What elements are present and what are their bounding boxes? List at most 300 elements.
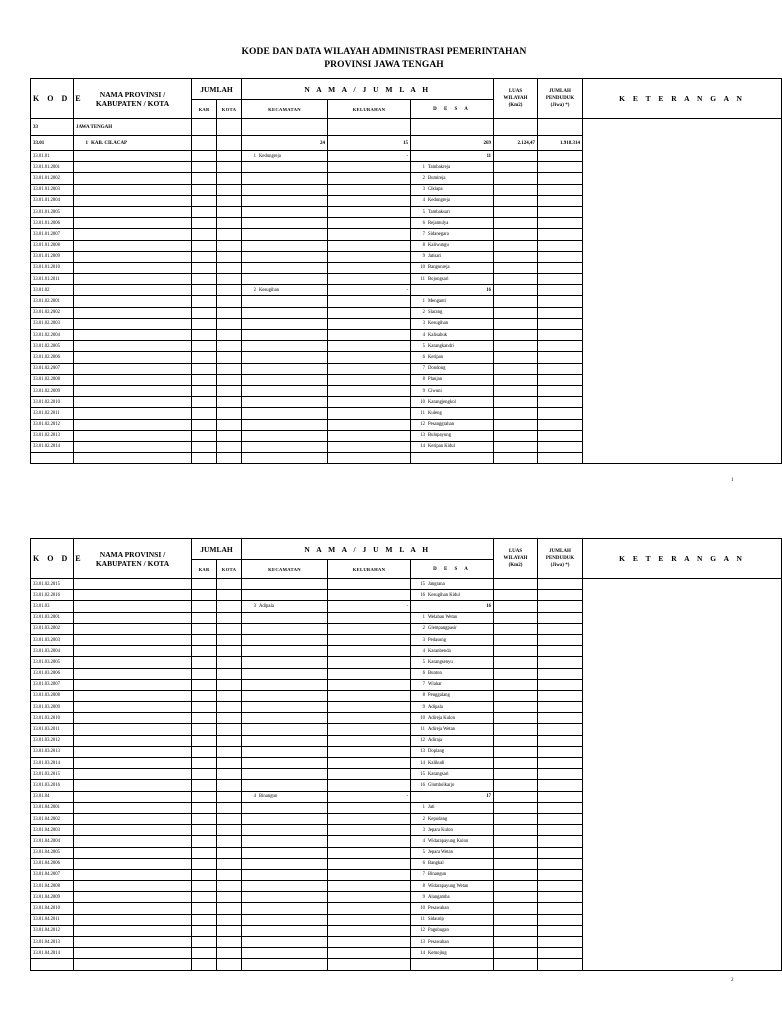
row-luas [494, 657, 538, 668]
row-kecamatan [242, 914, 328, 925]
row-luas [494, 813, 538, 824]
row-kode: 33.01.02.2010 [31, 397, 74, 408]
row-penduduk [538, 869, 583, 880]
row-kab [192, 858, 217, 869]
row-kota [217, 791, 242, 802]
row-penduduk [538, 657, 583, 668]
row-kab [192, 914, 217, 925]
row-kab [192, 601, 217, 612]
row-kab [192, 285, 217, 296]
row-luas [494, 679, 538, 690]
row-luas [494, 892, 538, 903]
header-kode: K O D E [31, 79, 74, 119]
row-desa: 8 Widarapayung Wetan [411, 881, 494, 892]
row-kota [217, 240, 242, 251]
row-kecamatan [242, 579, 328, 590]
row-kelurahan [328, 195, 411, 206]
row-kelurahan [328, 869, 411, 880]
row-penduduk [538, 330, 583, 341]
row-luas [494, 713, 538, 724]
row-penduduk [538, 601, 583, 612]
row-kecamatan [242, 634, 328, 645]
row-kab [192, 690, 217, 701]
row-kab [192, 195, 217, 206]
row-kelurahan [328, 813, 411, 824]
header-nama: NAMA PROVINSI / KABUPATEN / KOTA [74, 79, 192, 119]
row-kecamatan [242, 735, 328, 746]
header-nama: NAMA PROVINSI / KABUPATEN / KOTA [74, 539, 192, 579]
row-penduduk [538, 802, 583, 813]
row-penduduk [538, 724, 583, 735]
row-kode: 33.01.02.2004 [31, 330, 74, 341]
row-kelurahan [328, 363, 411, 374]
row-kelurahan: - [328, 151, 411, 162]
row-kecamatan [242, 262, 328, 273]
row-kode: 33.01.04.2006 [31, 858, 74, 869]
row-kode: 33.01.02.2006 [31, 352, 74, 363]
row-kelurahan [328, 690, 411, 701]
row-name [74, 892, 192, 903]
row-luas [494, 690, 538, 701]
row-kode: 33.01.04.2004 [31, 836, 74, 847]
row-kode: 33.01.04.2005 [31, 847, 74, 858]
row-penduduk [538, 441, 583, 452]
row-kecamatan [242, 352, 328, 363]
row-kelurahan [328, 385, 411, 396]
row-desa: 5 Tambaksari [411, 206, 494, 217]
row-desa: 4 Karanbenda [411, 646, 494, 657]
row-kab [192, 937, 217, 948]
row-luas [494, 195, 538, 206]
row-kab [192, 184, 217, 195]
row-kota [217, 229, 242, 240]
row-desa: 11 Kuleng [411, 408, 494, 419]
row-desa: 2 Slarang [411, 307, 494, 318]
row-name [74, 262, 192, 273]
row-penduduk [538, 881, 583, 892]
row-kota [217, 802, 242, 813]
row-luas [494, 218, 538, 229]
row-kab [192, 151, 217, 162]
row-kota [217, 925, 242, 936]
row-kecamatan [242, 206, 328, 217]
row-kab [192, 724, 217, 735]
header-kecamatan: KECAMATAN [242, 100, 328, 119]
row-kode: 33.01.02.2007 [31, 363, 74, 374]
row-name [74, 408, 192, 419]
row-kelurahan [328, 836, 411, 847]
row-kab [192, 948, 217, 959]
row-kecamatan: 1 Kedungreja [242, 151, 328, 162]
row-kecamatan [242, 430, 328, 441]
row-luas [494, 206, 538, 217]
row-kecamatan [242, 646, 328, 657]
row-kelurahan [328, 881, 411, 892]
row-luas [494, 162, 538, 173]
row-kota [217, 914, 242, 925]
row-kab [192, 657, 217, 668]
row-desa: 13 Pesawahan [411, 937, 494, 948]
row-kab [192, 453, 217, 464]
header-kelurahan: KELURAHAN [328, 100, 411, 119]
row-name [74, 881, 192, 892]
row-kota [217, 318, 242, 329]
row-kode: 33.01.01.2002 [31, 173, 74, 184]
row-name [74, 285, 192, 296]
page-number: 2 [731, 978, 734, 983]
row-kota [217, 724, 242, 735]
row-penduduk [538, 274, 583, 285]
row-kelurahan [328, 352, 411, 363]
row-kota [217, 690, 242, 701]
row-desa: 12 Pesanggrahan [411, 419, 494, 430]
row-kelurahan [328, 341, 411, 352]
kabupaten-luas: 2.124,47 [494, 136, 538, 151]
row-penduduk [538, 903, 583, 914]
row-kab [192, 847, 217, 858]
row-name [74, 579, 192, 590]
row-kab [192, 881, 217, 892]
row-kecamatan [242, 847, 328, 858]
row-kab [192, 296, 217, 307]
row-penduduk [538, 590, 583, 601]
row-kota [217, 184, 242, 195]
row-kecamatan [242, 679, 328, 690]
row-kecamatan [242, 836, 328, 847]
row-name [74, 162, 192, 173]
row-kota [217, 634, 242, 645]
row-kecamatan [242, 441, 328, 452]
row-kode [31, 453, 74, 464]
row-desa: 8 Penggalang [411, 690, 494, 701]
row-name [74, 453, 192, 464]
row-kota [217, 206, 242, 217]
row-desa: 7 Sidanegara [411, 229, 494, 240]
row-luas [494, 780, 538, 791]
row-penduduk [538, 623, 583, 634]
row-kecamatan [242, 385, 328, 396]
row-luas [494, 330, 538, 341]
row-penduduk [538, 408, 583, 419]
row-desa: 3 Pedasong [411, 634, 494, 645]
row-kelurahan: - [328, 601, 411, 612]
row-kelurahan [328, 318, 411, 329]
row-name [74, 679, 192, 690]
row-kota [217, 151, 242, 162]
row-luas [494, 419, 538, 430]
row-kelurahan [328, 240, 411, 251]
row-kab [192, 813, 217, 824]
row-kab [192, 274, 217, 285]
row-desa [411, 453, 494, 464]
row-penduduk [538, 352, 583, 363]
row-luas [494, 847, 538, 858]
row-kab [192, 173, 217, 184]
row-luas [494, 758, 538, 769]
row-kab [192, 441, 217, 452]
row-desa: 15 Jangrana [411, 579, 494, 590]
header-kode: K O D E [31, 539, 74, 579]
row-kode [31, 959, 74, 970]
row-kota [217, 173, 242, 184]
row-kelurahan [328, 702, 411, 713]
row-kab [192, 430, 217, 441]
row-kab [192, 903, 217, 914]
row-penduduk [538, 646, 583, 657]
row-kota [217, 612, 242, 623]
row-kab [192, 408, 217, 419]
kabupaten-name: 1 KAB. CILACAP [74, 136, 192, 151]
row-kelurahan [328, 903, 411, 914]
row-kode: 33.01.01.2011 [31, 274, 74, 285]
row-kode: 33.01.01.2007 [31, 229, 74, 240]
row-penduduk [538, 735, 583, 746]
row-kota [217, 307, 242, 318]
row-desa-total: 17 [411, 791, 494, 802]
row-kecamatan [242, 307, 328, 318]
row-luas [494, 590, 538, 601]
row-luas [494, 601, 538, 612]
row-kab [192, 162, 217, 173]
row-kode: 33.01.01.2009 [31, 251, 74, 262]
row-kecamatan [242, 274, 328, 285]
row-kota [217, 623, 242, 634]
row-kelurahan [328, 858, 411, 869]
row-kota [217, 341, 242, 352]
row-name [74, 847, 192, 858]
desa-row [31, 579, 782, 590]
row-penduduk [538, 162, 583, 173]
row-desa: 10 Adireja Kulon [411, 713, 494, 724]
row-kelurahan [328, 296, 411, 307]
row-kecamatan [242, 318, 328, 329]
kabupaten-kode: 33.01 [31, 136, 74, 151]
row-kode: 33.01.01.2005 [31, 206, 74, 217]
header-luas: LUAS WILAYAH (Km2) [494, 79, 538, 119]
row-kelurahan [328, 453, 411, 464]
row-kecamatan [242, 937, 328, 948]
row-kota [217, 590, 242, 601]
row-penduduk [538, 679, 583, 690]
row-penduduk [538, 892, 583, 903]
row-desa: 12 Pagubugan [411, 925, 494, 936]
header-kab: KAB [192, 560, 217, 579]
row-kelurahan [328, 825, 411, 836]
row-penduduk [538, 769, 583, 780]
row-kelurahan [328, 668, 411, 679]
row-name [74, 240, 192, 251]
row-name [74, 397, 192, 408]
row-kode: 33.01.04.2013 [31, 937, 74, 948]
row-kelurahan [328, 184, 411, 195]
row-kota [217, 825, 242, 836]
row-luas [494, 881, 538, 892]
row-kota [217, 274, 242, 285]
row-kab [192, 341, 217, 352]
row-kode: 33.01.04.2011 [31, 914, 74, 925]
row-name [74, 690, 192, 701]
row-kode: 33.01.01.2006 [31, 218, 74, 229]
row-kab [192, 802, 217, 813]
row-kecamatan [242, 724, 328, 735]
row-desa: 2 Glempangpasir [411, 623, 494, 634]
row-kota [217, 352, 242, 363]
row-kode: 33.01.03.2011 [31, 724, 74, 735]
row-kab [192, 397, 217, 408]
row-kota [217, 959, 242, 970]
row-name [74, 702, 192, 713]
row-kota [217, 397, 242, 408]
row-luas [494, 430, 538, 441]
row-kota [217, 296, 242, 307]
row-kode: 33.01.03.2014 [31, 758, 74, 769]
row-kelurahan [328, 914, 411, 925]
header-kota: KOTA [217, 560, 242, 579]
row-luas [494, 925, 538, 936]
row-kecamatan [242, 780, 328, 791]
row-kelurahan [328, 802, 411, 813]
row-kelurahan [328, 948, 411, 959]
row-penduduk [538, 579, 583, 590]
row-kecamatan [242, 330, 328, 341]
row-kecamatan [242, 892, 328, 903]
row-desa: 11 Adireja Wetan [411, 724, 494, 735]
row-kota [217, 746, 242, 757]
row-desa: 12 Adiraja [411, 735, 494, 746]
row-kab [192, 679, 217, 690]
row-kab [192, 419, 217, 430]
row-luas [494, 318, 538, 329]
row-kota [217, 769, 242, 780]
row-kab [192, 229, 217, 240]
region-table-page-1 [30, 78, 782, 464]
row-luas [494, 825, 538, 836]
row-penduduk [538, 262, 583, 273]
row-kelurahan [328, 330, 411, 341]
row-kab [192, 769, 217, 780]
row-penduduk [538, 296, 583, 307]
row-kab [192, 780, 217, 791]
row-kelurahan [328, 274, 411, 285]
row-kab [192, 735, 217, 746]
row-kelurahan [328, 847, 411, 858]
header-nama-jumlah: N A M A / J U M L A H [242, 79, 494, 100]
row-kelurahan [328, 374, 411, 385]
row-kelurahan [328, 430, 411, 441]
row-kecamatan [242, 668, 328, 679]
row-desa: 14 Keripan Kidul [411, 441, 494, 452]
row-kab [192, 836, 217, 847]
row-kab [192, 318, 217, 329]
keterangan-cell [583, 579, 782, 971]
page-number: 1 [731, 478, 734, 483]
row-desa: 10 Pesawahan [411, 903, 494, 914]
row-penduduk [538, 151, 583, 162]
row-kode: 33.01.03.2002 [31, 623, 74, 634]
row-kecamatan [242, 746, 328, 757]
row-kab [192, 206, 217, 217]
row-name [74, 341, 192, 352]
row-kecamatan [242, 229, 328, 240]
row-kelurahan [328, 579, 411, 590]
row-desa: 9 Adipala [411, 702, 494, 713]
row-kab [192, 590, 217, 601]
row-desa: 7 Wlahar [411, 679, 494, 690]
row-kecamatan [242, 657, 328, 668]
row-kelurahan [328, 218, 411, 229]
row-kecamatan: 2 Kesugihan [242, 285, 328, 296]
row-kab [192, 925, 217, 936]
row-kab [192, 702, 217, 713]
row-kota [217, 948, 242, 959]
row-penduduk [538, 419, 583, 430]
row-kab [192, 713, 217, 724]
row-kota [217, 679, 242, 690]
row-name [74, 959, 192, 970]
row-name [74, 634, 192, 645]
row-kab [192, 668, 217, 679]
row-kecamatan [242, 769, 328, 780]
header-kelurahan: KELURAHAN [328, 560, 411, 579]
row-kelurahan [328, 173, 411, 184]
row-kota [217, 858, 242, 869]
row-name [74, 746, 192, 757]
row-kode: 33.01.04.2002 [31, 813, 74, 824]
row-penduduk [538, 813, 583, 824]
row-kota [217, 408, 242, 419]
row-name [74, 363, 192, 374]
row-kelurahan [328, 623, 411, 634]
row-kecamatan [242, 363, 328, 374]
row-kode: 33.01.01.2003 [31, 184, 74, 195]
row-desa: 6 Bunton [411, 668, 494, 679]
row-kota [217, 601, 242, 612]
row-penduduk [538, 746, 583, 757]
row-penduduk [538, 713, 583, 724]
row-name [74, 612, 192, 623]
row-name [74, 713, 192, 724]
row-penduduk [538, 791, 583, 802]
row-luas [494, 914, 538, 925]
row-luas [494, 385, 538, 396]
row-penduduk [538, 374, 583, 385]
row-kelurahan [328, 758, 411, 769]
row-kode: 33.01.01 [31, 151, 74, 162]
row-luas [494, 702, 538, 713]
row-kecamatan [242, 825, 328, 836]
row-kab [192, 251, 217, 262]
row-kota [217, 218, 242, 229]
row-kode: 33.01.04.2008 [31, 881, 74, 892]
row-kecamatan [242, 903, 328, 914]
row-kelurahan [328, 769, 411, 780]
kabupaten-kecamatan-count: 24 [242, 136, 328, 151]
row-kelurahan [328, 441, 411, 452]
header-penduduk: JUMLAH PENDUDUK (Jiwa) *) [538, 539, 583, 579]
row-penduduk [538, 251, 583, 262]
row-kecamatan [242, 162, 328, 173]
row-kecamatan [242, 802, 328, 813]
row-penduduk [538, 240, 583, 251]
row-name [74, 758, 192, 769]
row-luas [494, 173, 538, 184]
row-kab [192, 307, 217, 318]
row-kecamatan [242, 397, 328, 408]
row-kota [217, 385, 242, 396]
row-kode: 33.01.04.2012 [31, 925, 74, 936]
row-name [74, 869, 192, 880]
row-desa: 1 Menganti [411, 296, 494, 307]
